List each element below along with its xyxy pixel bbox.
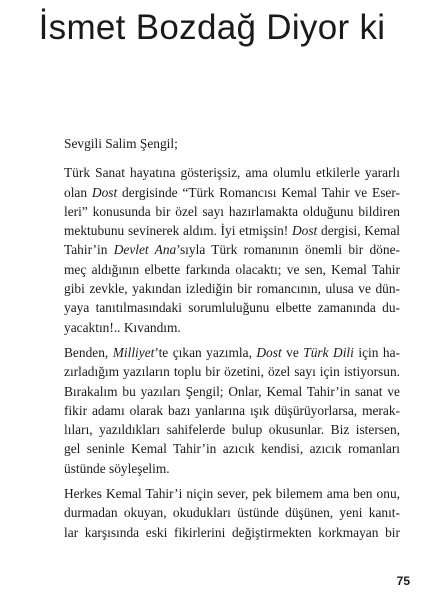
text-line: meç aldığının elbette farkında olacaktı; ve sen, Kemal Tahir <box>64 261 400 277</box>
text-line: Herkes Kemal Tahir’i niçin sever, pek bilemem ama ben onu, <box>64 486 400 502</box>
text-run: dergisinde “Türk Romancısı Kemal Tahir ve Eser- <box>117 184 401 200</box>
text-run: için ha- <box>353 344 400 360</box>
text-line: gibi zevkle, yakından izlediğin bir romancının, ulusa ve dün- <box>64 281 400 297</box>
text-line: fikir adamı olarak bazı yanlarına ışık düşürüyorlarsa, merak- <box>64 402 400 418</box>
text-line: lar karşısında eski fikirlerini değiştirmekten korkmayan bir <box>64 524 400 540</box>
text-line: durmadan okuyan, okudukları üstünde düşünen, yeni kanıt- <box>64 505 400 521</box>
text-line: gel seninle Kemal Tahir’in azıcık kendisi, azıcık romanları <box>64 441 400 457</box>
letter-body <box>64 134 400 548</box>
page-number: 75 <box>396 574 410 588</box>
italic-title-dost: Dost <box>291 223 318 239</box>
text-run: Benden, <box>64 344 113 360</box>
chapter-title: İsmet Bozdağ Diyor ki <box>38 8 386 47</box>
text-run: ’sıyla Türk romanının önemli bir döne- <box>176 242 400 258</box>
italic-title-dost: Dost <box>256 344 282 360</box>
text-line: üstünde söyleşelim. <box>64 460 170 476</box>
paragraph-3 <box>64 484 400 542</box>
text-line: zırladığım yazıların toplu bir özetini, özel sayı için istiyorsun. <box>64 364 400 380</box>
italic-title-milliyet: Milliyet <box>112 344 155 360</box>
text-line: Türk Sanat hayatına gösterişsiz, ama olumlu etkilerle yararlı <box>64 165 400 181</box>
text-run: olan <box>64 184 92 200</box>
salutation-text: Sevgili Salim Şengil; <box>64 136 178 151</box>
text-line: Bırakalım bu yazıları Şengil; Onlar, Kemal Tahir’in sanat ve <box>64 383 400 399</box>
italic-title-dost: Dost <box>91 184 118 200</box>
text-line <box>64 183 400 202</box>
text-line <box>64 240 400 259</box>
text-line <box>64 343 400 362</box>
text-line: yacaktın!.. Kıvandım. <box>64 319 181 335</box>
italic-title-turk-dili: Türk Dili <box>303 344 354 360</box>
text-line: yaya tanıtılmasındaki sorumluluğunu elbette zamanında du- <box>64 300 400 316</box>
text-run: ’te çıkan yazımla, <box>154 344 257 360</box>
paragraph-1 <box>64 163 400 337</box>
text-run: mektubunu sevinerek aldım. İyi etmişsin! <box>64 223 292 239</box>
text-run: ve <box>281 344 304 360</box>
text-line <box>64 221 400 240</box>
paragraph-2 <box>64 343 400 478</box>
text-run: Tahir’in <box>64 242 114 258</box>
italic-title-devlet-ana: Devlet Ana <box>113 242 177 258</box>
text-line: leri” konusunda bir özel sayı hazırlamakta olduğunu bildiren <box>64 203 400 219</box>
text-run: dergisi, Kemal <box>317 223 400 239</box>
text-line: lıları, yazıldıkları sahifelerde bulup okusunlar. Biz istersen, <box>64 422 400 438</box>
letter-salutation <box>64 134 400 153</box>
